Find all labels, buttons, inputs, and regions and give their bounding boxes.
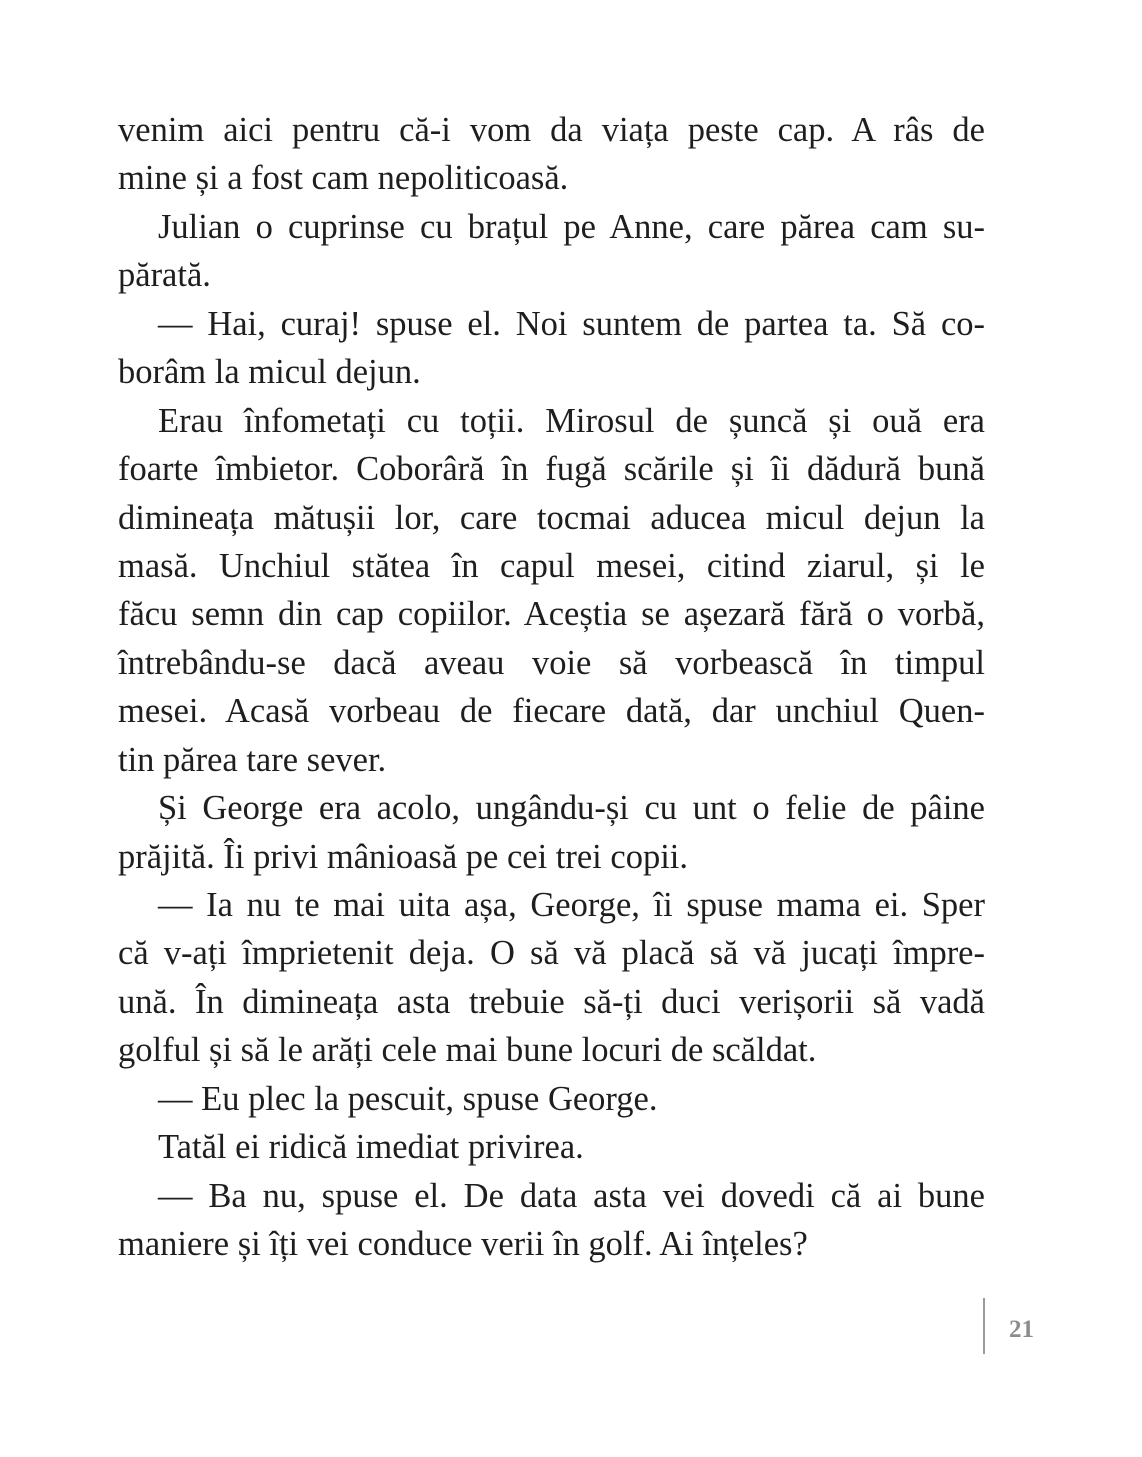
text-line: mine și a fost cam nepoliticoasă. bbox=[118, 159, 569, 198]
text-line: venim aici pentru că-i vom da viața peste cap. A râs de bbox=[118, 111, 985, 149]
text-line: Julian o cuprinse cu brațul pe Anne, care părea cam su- bbox=[158, 207, 985, 246]
text-line: tin părea tare sever. bbox=[118, 740, 387, 779]
text-line: Erau înfometați cu toții. Mirosul de șuncă și ouă era bbox=[158, 401, 985, 440]
text-line: că v-ați împrietenit deja. O să vă placă să vă jucați împre- bbox=[118, 934, 985, 973]
text-line: ună. În dimineața asta trebuie să-ți duci verișorii să vadă bbox=[118, 982, 985, 1021]
page-number-divider bbox=[983, 1298, 985, 1354]
text-line: golful și să le arăți cele mai bune locuri de scăldat. bbox=[118, 1031, 817, 1070]
text-line: — Ia nu te mai uita așa, George, îi spuse mama ei. Sper bbox=[158, 886, 985, 924]
page-number: 21 bbox=[1009, 1316, 1034, 1343]
text-line: maniere și îți vei conduce verii în golf. Ai înțeles? bbox=[118, 1225, 808, 1264]
text-line: Și George era acolo, ungându-și cu unt o felie de pâine bbox=[158, 789, 985, 828]
text-line: — Eu plec la pescuit, spuse George. bbox=[158, 1079, 658, 1118]
text-line: părată. bbox=[118, 256, 211, 295]
text-line: — Hai, curaj! spuse el. Noi suntem de partea ta. Să co- bbox=[158, 304, 985, 343]
text-line: întrebându-se dacă aveau voie să vorbească în timpul bbox=[118, 643, 985, 682]
text-line: făcu semn din cap copiilor. Aceștia se așezară fără o vorbă, bbox=[118, 595, 985, 634]
text-line: mesei. Acasă vorbeau de fiecare dată, dar unchiul Quen- bbox=[118, 692, 985, 731]
text-line: prăjită. Îi privi mânioasă pe cei trei copii. bbox=[118, 837, 688, 876]
text-line: — Ba nu, spuse el. De data asta vei dovedi că ai bune bbox=[158, 1176, 985, 1215]
text-line: masă. Unchiul stătea în capul mesei, citind ziarul, și le bbox=[118, 546, 985, 585]
text-line: dimineața mătușii lor, care tocmai aducea micul dejun la bbox=[118, 498, 985, 537]
text-line: foarte îmbietor. Coborâră în fugă scările și îi dădură bună bbox=[118, 450, 985, 489]
text-line: borâm la micul dejun. bbox=[118, 353, 421, 392]
page-body-text bbox=[118, 106, 985, 1269]
text-line: Tatăl ei ridică imediat privirea. bbox=[158, 1128, 584, 1167]
